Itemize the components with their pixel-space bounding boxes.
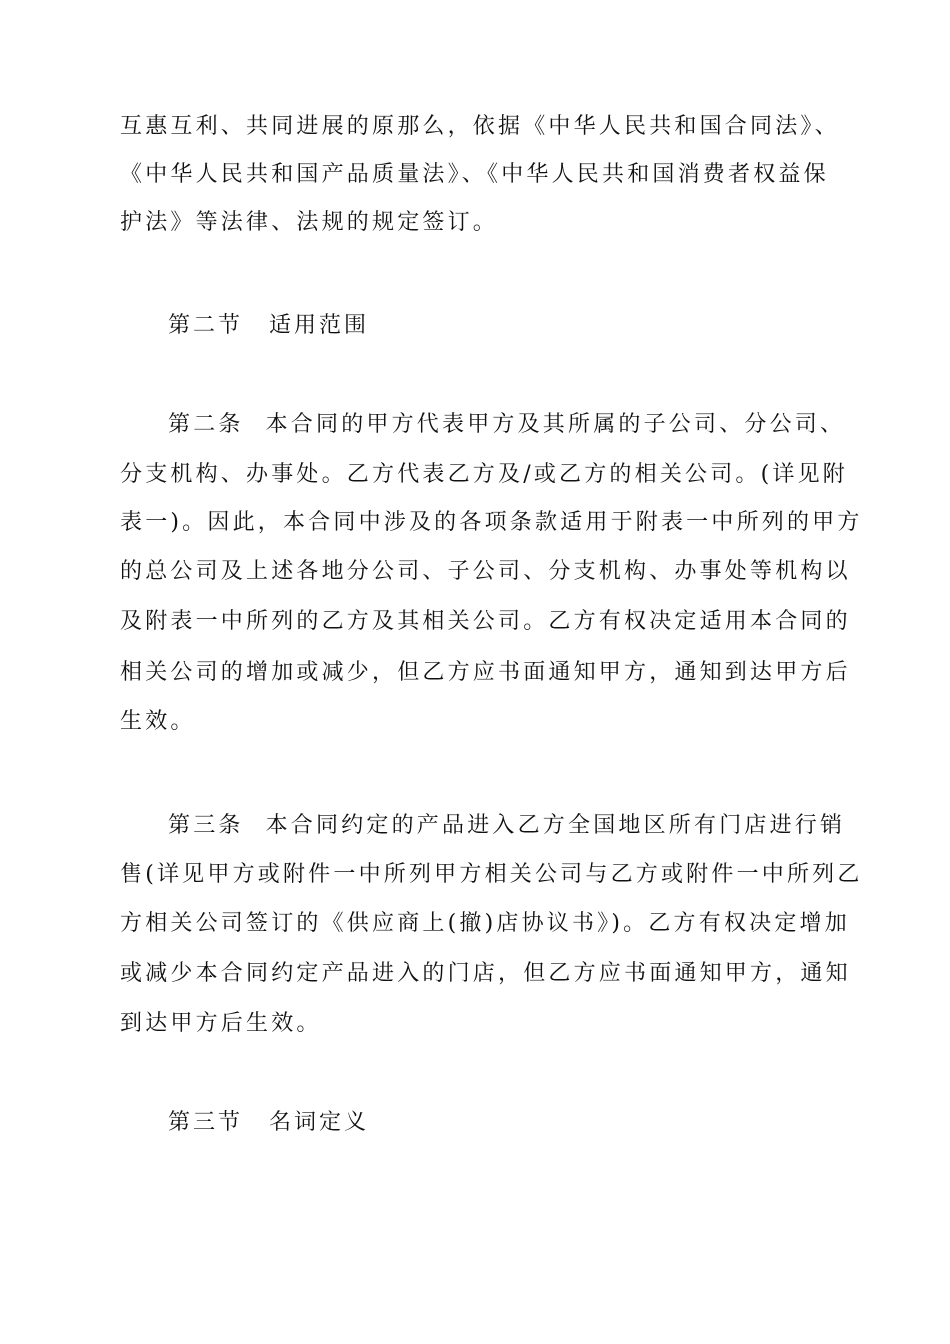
paragraph-line: 的总公司及上述各地分公司、子公司、分支机构、办事处等机构以	[120, 559, 851, 584]
paragraph-line: 或减少本合同约定产品进入的门店，但乙方应书面通知甲方，通知	[120, 961, 851, 986]
section-number: 第二节	[168, 313, 244, 338]
section-heading	[168, 311, 369, 341]
paragraph-line: 表一)。因此，本合同中涉及的各项条款适用于附表一中所列的甲方	[120, 510, 863, 535]
paragraph-line: 到达甲方后生效。	[120, 1011, 322, 1036]
article-first-line	[168, 811, 888, 841]
paragraph-line: 《中华人民共和国产品质量法》、《中华人民共和国消费者权益保	[120, 162, 829, 187]
paragraph-line: 售(详见甲方或附件一中所列甲方相关公司与乙方或附件一中所列乙	[120, 862, 863, 887]
section-heading	[168, 1108, 369, 1138]
section-title: 名词定义	[269, 1110, 370, 1135]
article-first-line	[168, 410, 888, 440]
section-title: 适用范围	[269, 313, 370, 338]
paragraph-line: 生效。	[120, 709, 196, 734]
article-text: 本合同的甲方代表甲方及其所属的子公司、分公司、	[265, 412, 846, 437]
article-number: 第二条	[168, 412, 244, 437]
article-number: 第三条	[168, 813, 244, 838]
paragraph-line: 方相关公司签订的《供应商上(撤)店协议书》)。乙方有权决定增加	[120, 911, 850, 936]
paragraph-line: 分支机构、办事处。乙方代表乙方及/或乙方的相关公司。(详见附	[120, 462, 848, 487]
paragraph-line: 护法》等法律、法规的规定签订。	[120, 210, 499, 235]
paragraph-line: 相关公司的增加或减少，但乙方应书面通知甲方，通知到达甲方后	[120, 660, 851, 685]
paragraph-line: 互惠互利、共同进展的原那么，依据《中华人民共和国合同法》、	[120, 114, 840, 139]
section-number: 第三节	[168, 1110, 244, 1135]
paragraph-line: 及附表一中所列的乙方及其相关公司。乙方有权决定适用本合同的	[120, 609, 851, 634]
article-text: 本合同约定的产品进入乙方全国地区所有门店进行销	[265, 813, 846, 838]
